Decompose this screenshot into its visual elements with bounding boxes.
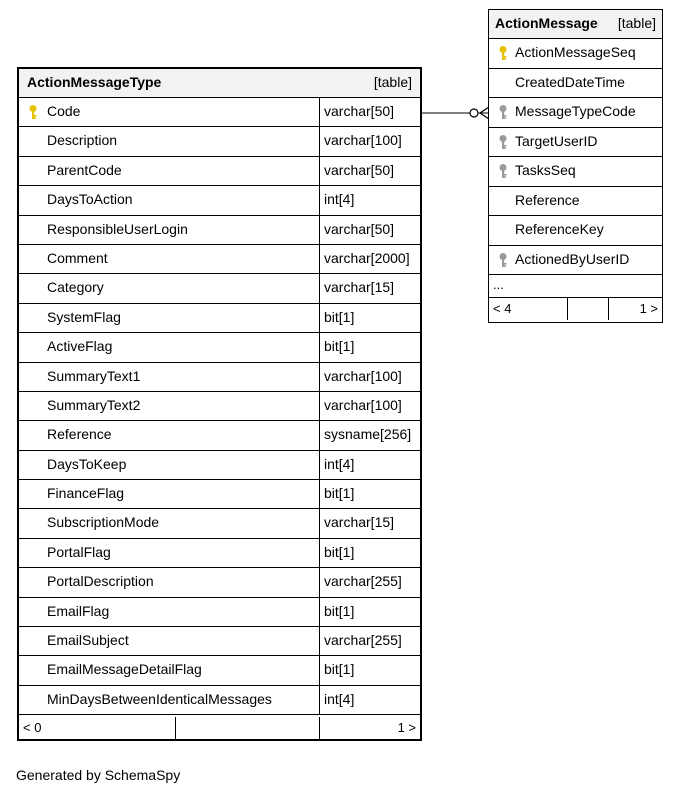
column-name: FinanceFlag [47, 485, 125, 502]
column-row[interactable] [19, 363, 420, 392]
column-divider [319, 509, 320, 538]
column-divider [319, 480, 320, 509]
column-name: MessageTypeCode [515, 103, 636, 119]
foreign-key-icon [497, 252, 509, 268]
column-name: Description [47, 132, 118, 149]
column-name: MinDaysBetweenIdenticalMessages [47, 690, 272, 707]
generated-by-credit: Generated by SchemaSpy [16, 767, 181, 783]
column-divider [319, 568, 320, 597]
column-row[interactable] [489, 157, 662, 187]
column-type: varchar[100] [324, 396, 402, 413]
column-divider [319, 274, 320, 303]
column-divider [319, 127, 320, 156]
column-divider [319, 157, 320, 186]
column-divider [319, 304, 320, 333]
column-list [489, 39, 662, 275]
column-type: int[4] [324, 690, 355, 707]
column-divider [319, 186, 320, 215]
column-divider [319, 451, 320, 480]
column-type: int[4] [324, 455, 355, 472]
children-count: < 4 [493, 301, 512, 316]
table-kind: [table] [373, 74, 412, 90]
column-name: EmailSubject [47, 632, 129, 649]
column-type: varchar[50] [324, 220, 395, 237]
footer-divider [175, 717, 176, 739]
column-row[interactable] [19, 509, 420, 538]
column-name: SubscriptionMode [47, 514, 160, 531]
column-type: bit[1] [324, 602, 355, 619]
column-name: TargetUserID [515, 132, 598, 149]
column-type: varchar[255] [324, 573, 402, 590]
column-row[interactable] [489, 98, 662, 128]
column-type: varchar[15] [324, 514, 395, 531]
column-divider [319, 363, 320, 392]
column-type: varchar[50] [324, 161, 395, 178]
column-row[interactable] [19, 421, 420, 450]
column-row[interactable] [489, 69, 662, 99]
table-action-message[interactable] [488, 9, 663, 323]
column-list [19, 98, 420, 715]
column-row[interactable] [489, 216, 662, 246]
column-row[interactable] [19, 98, 420, 127]
column-type: varchar[15] [324, 279, 395, 296]
footer-divider [608, 298, 609, 320]
column-type: bit[1] [324, 308, 355, 325]
column-row[interactable] [19, 568, 420, 597]
primary-key-icon [27, 104, 39, 120]
table-kind: [table] [617, 15, 656, 31]
ellipsis: ... [493, 277, 504, 292]
column-name: ActiveFlag [47, 338, 113, 355]
column-row[interactable] [19, 127, 420, 156]
column-row[interactable] [19, 245, 420, 274]
column-row[interactable] [19, 656, 420, 685]
column-type: varchar[100] [324, 132, 402, 149]
footer-divider [567, 298, 568, 320]
column-row[interactable] [19, 480, 420, 509]
column-type: sysname[256] [324, 426, 412, 443]
column-divider [319, 598, 320, 627]
primary-key-icon [497, 45, 509, 61]
column-type: bit[1] [324, 661, 355, 678]
column-name: ResponsibleUserLogin [47, 220, 188, 237]
foreign-key-icon [497, 134, 509, 150]
foreign-key-icon [497, 104, 509, 120]
column-name: Code [47, 103, 81, 119]
column-row[interactable] [19, 274, 420, 303]
column-type: bit[1] [324, 543, 355, 560]
column-type: varchar[100] [324, 367, 402, 384]
footer-divider [319, 717, 320, 739]
zero-marker [470, 109, 478, 117]
table-header [19, 69, 420, 98]
column-divider [319, 627, 320, 656]
column-name: EmailFlag [47, 602, 110, 619]
column-divider [319, 333, 320, 362]
column-divider [319, 539, 320, 568]
column-name: PortalDescription [47, 573, 154, 590]
column-name: CreatedDateTime [515, 73, 625, 90]
table-name: ActionMessageType [27, 74, 162, 90]
column-row[interactable] [19, 216, 420, 245]
table-name: ActionMessage [495, 15, 598, 31]
column-name: SystemFlag [47, 308, 121, 325]
column-type: varchar[255] [324, 632, 402, 649]
column-type: varchar[2000] [324, 249, 410, 266]
column-type: bit[1] [324, 485, 355, 502]
column-name: Reference [47, 426, 112, 443]
column-type: int[4] [324, 191, 355, 208]
table-action-message-type[interactable] [17, 67, 422, 741]
column-name: EmailMessageDetailFlag [47, 661, 202, 678]
column-divider [319, 245, 320, 274]
column-divider [319, 656, 320, 685]
column-row[interactable] [19, 686, 420, 715]
foreign-key-icon [497, 163, 509, 179]
parents-count: 1 > [639, 301, 658, 316]
column-name: ParentCode [47, 161, 122, 178]
table-header [489, 10, 662, 39]
column-divider [319, 216, 320, 245]
table-footer [489, 298, 662, 320]
column-row[interactable] [19, 627, 420, 656]
column-name: ActionedByUserID [515, 250, 630, 267]
column-divider [319, 686, 320, 715]
table-footer [19, 717, 420, 739]
parents-count: 1 > [397, 720, 416, 735]
column-row[interactable] [19, 304, 420, 333]
column-row[interactable] [19, 451, 420, 480]
column-divider [319, 421, 320, 450]
column-name: SummaryText2 [47, 396, 141, 413]
column-row[interactable] [19, 157, 420, 186]
ellipsis-row [489, 275, 662, 298]
column-name: DaysToKeep [47, 455, 127, 472]
column-row[interactable] [489, 39, 662, 69]
column-name: Comment [47, 249, 108, 266]
column-row[interactable] [489, 128, 662, 158]
column-row[interactable] [19, 539, 420, 568]
column-name: TasksSeq [515, 162, 576, 178]
column-name: ActionMessageSeq [515, 44, 636, 60]
column-type: bit[1] [324, 338, 355, 355]
column-row[interactable] [489, 246, 662, 276]
column-name: Reference [515, 191, 580, 208]
column-divider [319, 392, 320, 421]
column-name: SummaryText1 [47, 367, 141, 384]
column-name: PortalFlag [47, 543, 111, 560]
column-row[interactable] [19, 392, 420, 421]
column-name: Category [47, 279, 104, 296]
column-name: ReferenceKey [515, 221, 604, 237]
column-name: DaysToAction [47, 191, 133, 208]
column-row[interactable] [19, 333, 420, 362]
column-divider [319, 98, 320, 127]
column-row[interactable] [19, 598, 420, 627]
column-type: varchar[50] [324, 103, 395, 119]
children-count: < 0 [23, 720, 42, 735]
column-row[interactable] [19, 186, 420, 215]
column-row[interactable] [489, 187, 662, 217]
